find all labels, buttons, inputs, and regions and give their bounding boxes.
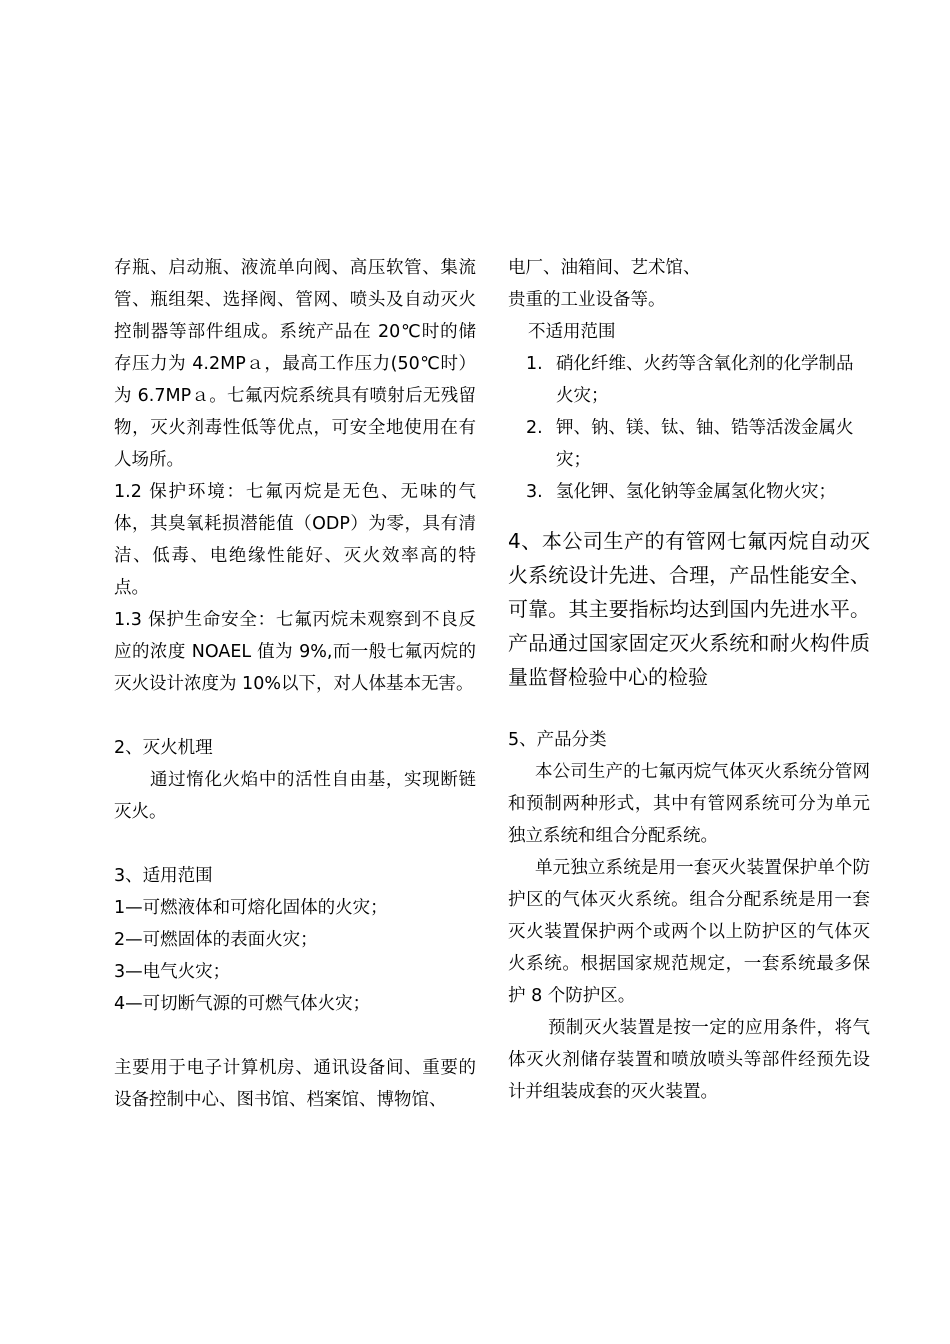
paragraph-quality-statement: 4、本公司生产的有管网七氟丙烷自动灭火系统设计先进、合理，产品性能安全、可靠。其主要指标均达到国内先进水平。产品通过国家固定灭火系统和耐火构件质量监督检验中心的检验 (508, 529, 870, 689)
uses-continued-1: 电厂、油箱间、艺术馆、 (508, 258, 701, 278)
scope-item-1: 1—可燃液体和可熔化固体的火灾； (114, 898, 388, 918)
paragraph-system-components: 存瓶、启动瓶、液流单向阀、高压软管、集流管、瓶组架、选择阀、管网、喷头及自动灭火控制器等部件组成。系统产品在 20℃时的储存压力为 4.2MPａ，最高工作压力(50℃时）为 6.7MPａ。七氟丙烷系统具有喷射后无残留物，灭火剂毒性低等优点，可安全地使用在有人场所。 (114, 258, 476, 470)
list-number: 1. (526, 354, 543, 374)
paragraph-classification: 本公司生产的七氟丙烷气体灭火系统分管网和预制两种形式，其中有管网系统可分为单元独立系统和组合分配系统。 (508, 762, 870, 846)
heading-not-applicable: 不适用范围 (528, 322, 616, 342)
uses-continued-2: 贵重的工业设备等。 (508, 290, 666, 310)
heading-mechanism: 2、灭火机理 (114, 738, 213, 758)
list-text: 钾、钠、镁、钛、铀、锆等活泼金属火灾； (556, 418, 854, 470)
list-number: 3. (526, 482, 543, 502)
paragraph-environment: 1.2 保护环境：七氟丙烷是无色、无味的气体，其臭氧耗损潜能值（ODP）为零，具有清洁、低毒、电绝缘性能好、灭火效率高的特点。 (114, 482, 476, 598)
paragraph-mechanism: 通过惰化火焰中的活性自由基，实现断链灭火。 (114, 770, 476, 822)
paragraph-unit-system: 单元独立系统是用一套灭火装置保护单个防护区的气体灭火系统。组合分配系统是用一套灭火装置保护两个或两个以上防护区的气体灭火系统。根据国家规范规定，一套系统最多保护 8 个防护区。 (508, 858, 870, 1006)
not-applicable-item (508, 348, 870, 412)
paragraph-main-uses: 主要用于电子计算机房、通讯设备间、重要的设备控制中心、图书馆、档案馆、博物馆、 (114, 1058, 476, 1110)
not-applicable-item (508, 476, 870, 508)
scope-item-4: 4—可切断气源的可燃气体火灾； (114, 994, 371, 1014)
scope-item-3: 3—电气火灾； (114, 962, 231, 982)
left-column (114, 252, 476, 1116)
paragraph-life-safety: 1.3 保护生命安全：七氟丙烷未观察到不良反应的浓度 NOAEL 值为 9%,而一般七氟丙烷的灭火设计浓度为 10%以下，对人体基本无害。 (114, 610, 476, 694)
right-column (508, 252, 870, 1108)
list-text: 氢化钾、氢化钠等金属氢化物火灾； (556, 482, 836, 502)
list-text: 硝化纤维、火药等含氧化剂的化学制品火灾； (556, 354, 854, 406)
scope-item-2: 2—可燃固体的表面火灾； (114, 930, 318, 950)
paragraph-prefabricated: 预制灭火装置是按一定的应用条件，将气体灭火剂储存装置和喷放喷头等部件经预先设计并组装成套的灭火装置。 (508, 1018, 870, 1102)
not-applicable-item (508, 412, 870, 476)
heading-scope: 3、适用范围 (114, 866, 213, 886)
list-number: 2. (526, 418, 543, 438)
heading-classification: 5、产品分类 (508, 730, 607, 750)
